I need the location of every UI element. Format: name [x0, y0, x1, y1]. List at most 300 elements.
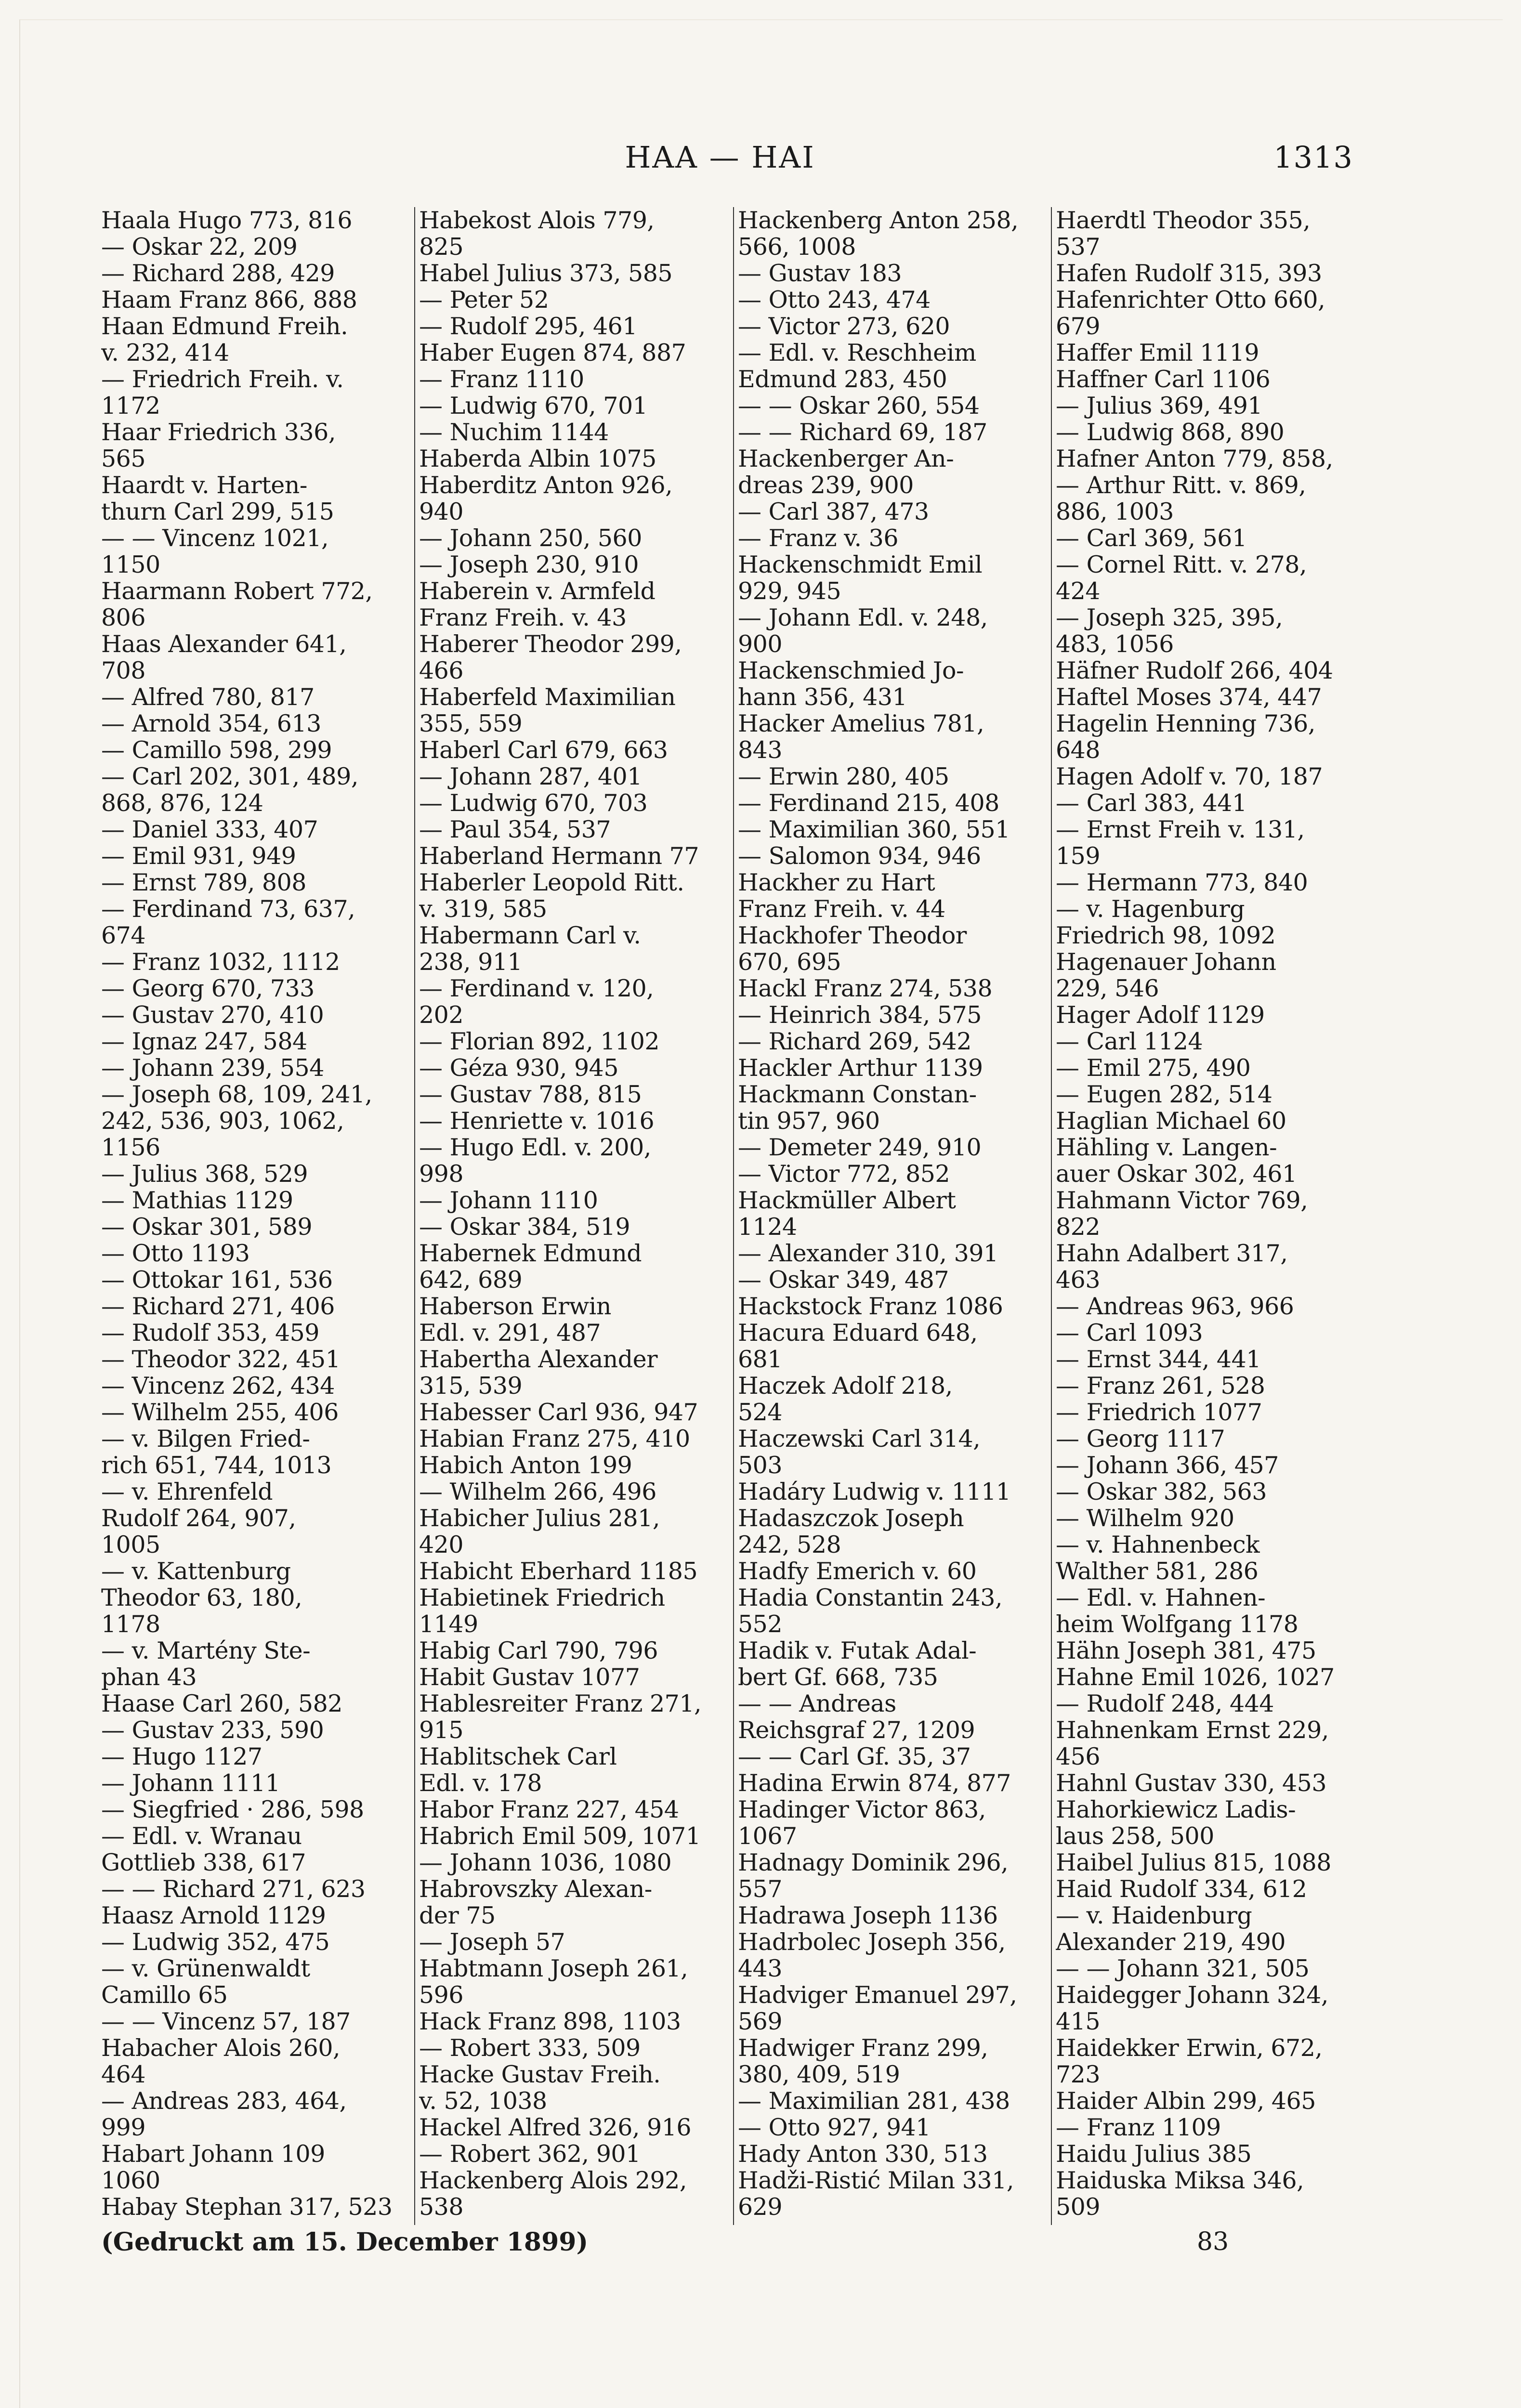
index-entry: — Erwin 280, 405: [738, 763, 949, 790]
index-entry: — Ludwig 352, 475: [101, 1928, 330, 1956]
index-entry: Habicht Eberhard 1185: [419, 1557, 698, 1585]
index-entry: Habacher Alois 260,: [101, 2034, 341, 2062]
index-entry: — Emil 275, 490: [1056, 1054, 1251, 1082]
index-entry: Hadrbolec Joseph 356,: [738, 1928, 1006, 1956]
column-divider: [414, 207, 415, 2225]
index-entry: — Edl. v. Wranau: [101, 1822, 302, 1850]
index-entry: — Demeter 249, 910: [738, 1134, 982, 1161]
index-entry: rich 651, 744, 1013: [101, 1452, 332, 1479]
index-entry: Habich Anton 199: [419, 1452, 632, 1479]
index-entry: 822: [1056, 1213, 1101, 1241]
index-entry: Haan Edmund Freih.: [101, 313, 348, 340]
index-entry: Walther 581, 286: [1056, 1557, 1259, 1585]
index-entry: Habesser Carl 936, 947: [419, 1399, 698, 1426]
index-entry: — Arthur Ritt. v. 869,: [1056, 471, 1306, 499]
index-entry: Hacke Gustav Freih.: [419, 2061, 661, 2088]
signature-mark: 83: [1197, 2227, 1229, 2256]
index-entry: 229, 546: [1056, 975, 1159, 1002]
index-entry: auer Oskar 302, 461: [1056, 1160, 1297, 1188]
index-entry: — Joseph 230, 910: [419, 551, 639, 578]
index-entry: 1178: [101, 1610, 160, 1638]
index-entry: Edl. v. 291, 487: [419, 1319, 601, 1347]
index-entry: — Ottokar 161, 536: [101, 1266, 333, 1294]
column-divider: [1051, 207, 1052, 2225]
index-entry: — Franz 1032, 1112: [101, 948, 340, 976]
index-entry: — — Oskar 260, 554: [738, 392, 980, 419]
index-entry: Haas Alexander 641,: [101, 630, 347, 658]
index-entry: — Franz 1110: [419, 366, 584, 393]
index-entry: Haase Carl 260, 582: [101, 1690, 342, 1717]
index-entry: — Hugo Edl. v. 200,: [419, 1134, 651, 1161]
index-entry: Haberfeld Maximilian: [419, 683, 676, 711]
index-entry: — Gustav 270, 410: [101, 1001, 324, 1029]
index-entry: 708: [101, 657, 146, 684]
index-entry: Hähling v. Langen-: [1056, 1134, 1277, 1161]
index-entry: — Carl 383, 441: [1056, 789, 1247, 817]
index-entry: — Ferdinand v. 120,: [419, 975, 654, 1002]
index-entry: — v. Martény Ste-: [101, 1637, 311, 1664]
index-entry: — Ignaz 247, 584: [101, 1028, 307, 1055]
print-date-note: (Gedruckt am 15. December 1899): [101, 2227, 589, 2257]
index-entry: — Carl 1124: [1056, 1028, 1203, 1055]
index-entry: Friedrich 98, 1092: [1056, 922, 1276, 949]
index-column-2: [419, 207, 727, 2225]
index-entry: — Maximilian 360, 551: [738, 816, 1010, 843]
index-entry: — Ludwig 670, 701: [419, 392, 648, 419]
index-entry: — Géza 930, 945: [419, 1054, 619, 1082]
index-entry: — Robert 362, 901: [419, 2140, 641, 2168]
index-entry: 915: [419, 1716, 464, 1744]
index-entry: Hacker Amelius 781,: [738, 710, 984, 737]
index-entry: 483, 1056: [1056, 630, 1174, 658]
index-entry: Hähn Joseph 381, 475: [1056, 1637, 1316, 1664]
index-entry: Hackenschmied Jo-: [738, 657, 964, 684]
index-entry: 596: [419, 1981, 464, 2009]
page-footer: [101, 2227, 1334, 2261]
index-entry: — Nuchim 1144: [419, 419, 609, 446]
index-entry: 648: [1056, 736, 1101, 764]
index-entry: 1156: [101, 1134, 160, 1161]
index-entry: — Ferdinand 73, 637,: [101, 895, 355, 923]
index-entry: — — Vincenz 57, 187: [101, 2008, 351, 2035]
index-entry: — v. Kattenburg: [101, 1557, 291, 1585]
index-entry: Hagelin Henning 736,: [1056, 710, 1315, 737]
index-entry: — Ernst 789, 808: [101, 869, 306, 896]
index-entry: Habay Stephan 317, 523: [101, 2193, 393, 2221]
index-entry: — v. Grünenwaldt: [101, 1955, 310, 1982]
index-entry: — Andreas 963, 966: [1056, 1293, 1294, 1320]
index-entry: 1005: [101, 1531, 160, 1558]
index-entry: — — Andreas: [738, 1690, 896, 1717]
index-entry: 806: [101, 604, 146, 631]
index-entry: — Peter 52: [419, 286, 549, 314]
index-entry: Edl. v. 178: [419, 1769, 542, 1797]
index-entry: — Johann 287, 401: [419, 763, 642, 790]
index-entry: Hadfy Emerich v. 60: [738, 1557, 977, 1585]
index-entry: 670, 695: [738, 948, 841, 976]
index-entry: 537: [1056, 233, 1101, 261]
index-entry: Theodor 63, 180,: [101, 1584, 302, 1611]
index-entry: Hadži-Ristić Milan 331,: [738, 2167, 1014, 2194]
index-entry: 238, 911: [419, 948, 523, 976]
index-entry: 940: [419, 498, 464, 525]
index-entry: — Victor 772, 852: [738, 1160, 950, 1188]
index-entry: — Hugo 1127: [101, 1743, 262, 1770]
index-entry: — Paul 354, 537: [419, 816, 611, 843]
index-entry: Hadik v. Futak Adal-: [738, 1637, 977, 1664]
index-entry: Edmund 283, 450: [738, 366, 947, 393]
index-entry: — Oskar 382, 563: [1056, 1478, 1267, 1505]
index-entry: 466: [419, 657, 464, 684]
index-entry: 1060: [101, 2167, 160, 2194]
index-entry: Hafen Rudolf 315, 393: [1056, 260, 1322, 287]
index-entry: — Joseph 325, 395,: [1056, 604, 1283, 631]
index-entry: Hahnenkam Ernst 229,: [1056, 1716, 1329, 1744]
index-entry: — Friedrich 1077: [1056, 1399, 1262, 1426]
index-entry: — Carl 369, 561: [1056, 524, 1247, 552]
index-entry: Habian Franz 275, 410: [419, 1425, 690, 1453]
index-entry: — Emil 931, 949: [101, 842, 296, 870]
index-entry: Hahne Emil 1026, 1027: [1056, 1663, 1335, 1691]
index-entry: Franz Freih. v. 44: [738, 895, 945, 923]
index-entry: — Siegfried · 286, 598: [101, 1796, 364, 1823]
index-entry: — Otto 243, 474: [738, 286, 931, 314]
index-entry: 424: [1056, 577, 1101, 605]
index-entry: 1124: [738, 1213, 797, 1241]
index-entry: Haam Franz 866, 888: [101, 286, 357, 314]
index-entry: Haerdtl Theodor 355,: [1056, 207, 1311, 234]
index-column-1: [101, 207, 409, 2225]
index-entry: 999: [101, 2114, 146, 2141]
index-entry: — Cornel Ritt. v. 278,: [1056, 551, 1307, 578]
index-entry: Habertha Alexander: [419, 1346, 658, 1373]
index-entry: 1150: [101, 551, 160, 578]
index-entry: 674: [101, 922, 146, 949]
index-entry: Haider Albin 299, 465: [1056, 2087, 1316, 2115]
index-entry: — Camillo 598, 299: [101, 736, 332, 764]
index-entry: Haftel Moses 374, 447: [1056, 683, 1322, 711]
index-entry: Habel Julius 373, 585: [419, 260, 673, 287]
index-entry: — Julius 369, 491: [1056, 392, 1263, 419]
index-entry: 464: [101, 2061, 146, 2088]
index-entry: — Victor 273, 620: [738, 313, 950, 340]
index-entry: — Mathias 1129: [101, 1187, 293, 1214]
index-entry: — Johann 239, 554: [101, 1054, 324, 1082]
index-entry: Hagen Adolf v. 70, 187: [1056, 763, 1323, 790]
index-entry: — v. Hahnenbeck: [1056, 1531, 1260, 1558]
index-entry: hann 356, 431: [738, 683, 907, 711]
index-entry: Hackenberg Anton 258,: [738, 207, 1019, 234]
index-entry: — Gustav 788, 815: [419, 1081, 642, 1108]
index-entry: Haasz Arnold 1129: [101, 1902, 326, 1929]
index-entry: — Oskar 22, 209: [101, 233, 298, 261]
index-entry: 524: [738, 1399, 783, 1426]
index-entry: Hafner Anton 779, 858,: [1056, 445, 1333, 472]
index-entry: Hackenberg Alois 292,: [419, 2167, 687, 2194]
index-entry: 538: [419, 2193, 464, 2221]
index-entry: Reichsgraf 27, 1209: [738, 1716, 975, 1744]
index-entry: Gottlieb 338, 617: [101, 1849, 306, 1876]
index-entry: Habrich Emil 509, 1071: [419, 1822, 701, 1850]
index-entry: Hafenrichter Otto 660,: [1056, 286, 1325, 314]
index-entry: Hahnl Gustav 330, 453: [1056, 1769, 1327, 1797]
index-entry: der 75: [419, 1902, 496, 1929]
index-entry: — Theodor 322, 451: [101, 1346, 341, 1373]
index-entry: Haibel Julius 815, 1088: [1056, 1849, 1331, 1876]
index-entry: Hablitschek Carl: [419, 1743, 617, 1770]
index-entry: — Johann 1111: [101, 1769, 280, 1797]
index-columns: [101, 207, 1334, 2225]
index-entry: 681: [738, 1346, 783, 1373]
index-entry: Hadnagy Dominik 296,: [738, 1849, 1009, 1876]
index-entry: Hadina Erwin 874, 877: [738, 1769, 1011, 1797]
index-entry: 1149: [419, 1610, 478, 1638]
index-entry: Haberda Albin 1075: [419, 445, 656, 472]
index-entry: Haffer Emil 1119: [1056, 339, 1259, 366]
index-entry: bert Gf. 668, 735: [738, 1663, 938, 1691]
index-entry: Hadáry Ludwig v. 1111: [738, 1478, 1011, 1505]
index-entry: Hackl Franz 274, 538: [738, 975, 993, 1002]
index-entry: — Ludwig 670, 703: [419, 789, 648, 817]
index-entry: — Julius 368, 529: [101, 1160, 308, 1188]
index-entry: Franz Freih. v. 43: [419, 604, 627, 631]
index-entry: — Carl 387, 473: [738, 498, 929, 525]
index-entry: — Richard 269, 542: [738, 1028, 971, 1055]
index-entry: — Hermann 773, 840: [1056, 869, 1308, 896]
index-entry: Hagenauer Johann: [1056, 948, 1276, 976]
index-entry: — v. Haidenburg: [1056, 1902, 1252, 1929]
index-entry: 509: [1056, 2193, 1101, 2221]
index-entry: Haiduska Miksa 346,: [1056, 2167, 1304, 2194]
index-entry: Haczek Adolf 218,: [738, 1372, 953, 1400]
index-entry: 1067: [738, 1822, 797, 1850]
index-entry: 629: [738, 2193, 783, 2221]
index-entry: 723: [1056, 2061, 1101, 2088]
index-entry: 242, 536, 903, 1062,: [101, 1107, 344, 1135]
index-entry: Hadviger Emanuel 297,: [738, 1981, 1017, 2009]
index-entry: Habit Gustav 1077: [419, 1663, 640, 1691]
index-entry: Habekost Alois 779,: [419, 207, 655, 234]
index-entry: — Ferdinand 215, 408: [738, 789, 999, 817]
index-entry: — — Carl Gf. 35, 37: [738, 1743, 971, 1770]
index-entry: — Georg 1117: [1056, 1425, 1225, 1453]
index-entry: Hackenschmidt Emil: [738, 551, 983, 578]
index-entry: Habor Franz 227, 454: [419, 1796, 679, 1823]
page-header: [101, 140, 1353, 175]
index-entry: 1172: [101, 392, 160, 419]
index-entry: 315, 539: [419, 1372, 523, 1400]
index-entry: Hackmüller Albert: [738, 1187, 956, 1214]
index-entry: Hack Franz 898, 1103: [419, 2008, 681, 2035]
index-entry: Hacura Eduard 648,: [738, 1319, 978, 1347]
index-entry: Häfner Rudolf 266, 404: [1056, 657, 1333, 684]
index-entry: Hadrawa Joseph 1136: [738, 1902, 998, 1929]
index-entry: 569: [738, 2008, 783, 2035]
index-entry: 420: [419, 1531, 464, 1558]
index-entry: 552: [738, 1610, 783, 1638]
index-entry: 679: [1056, 313, 1101, 340]
index-entry: Habicher Julius 281,: [419, 1505, 660, 1532]
index-entry: Haarmann Robert 772,: [101, 577, 373, 605]
index-entry: — Robert 333, 509: [419, 2034, 641, 2062]
index-entry: dreas 239, 900: [738, 471, 914, 499]
index-entry: 463: [1056, 1266, 1101, 1294]
index-entry: Haar Friedrich 336,: [101, 419, 336, 446]
index-entry: Hahn Adalbert 317,: [1056, 1240, 1288, 1267]
index-entry: Rudolf 264, 907,: [101, 1505, 296, 1532]
index-entry: — Joseph 57: [419, 1928, 565, 1956]
index-entry: Habtmann Joseph 261,: [419, 1955, 688, 1982]
index-entry: Hahmann Victor 769,: [1056, 1187, 1308, 1214]
index-entry: 355, 559: [419, 710, 523, 737]
index-entry: — Franz 261, 528: [1056, 1372, 1265, 1400]
index-entry: Habrovszky Alexan-: [419, 1875, 652, 1903]
index-entry: Camillo 65: [101, 1981, 228, 2009]
index-entry: Habietinek Friedrich: [419, 1584, 665, 1611]
index-entry: — Edl. v. Hahnen-: [1056, 1584, 1266, 1611]
index-entry: — Oskar 384, 519: [419, 1213, 630, 1241]
index-entry: Haberler Leopold Ritt.: [419, 869, 684, 896]
index-entry: — Johann 1110: [419, 1187, 598, 1214]
index-entry: thurn Carl 299, 515: [101, 498, 334, 525]
index-entry: Haberein v. Armfeld: [419, 577, 656, 605]
index-entry: Hady Anton 330, 513: [738, 2140, 988, 2168]
index-entry: 557: [738, 1875, 783, 1903]
index-entry: — Otto 1193: [101, 1240, 250, 1267]
index-entry: — Wilhelm 266, 496: [419, 1478, 656, 1505]
index-entry: v. 232, 414: [101, 339, 229, 366]
index-entry: — Alfred 780, 817: [101, 683, 315, 711]
index-entry: — Johann 366, 457: [1056, 1452, 1279, 1479]
index-column-4: [1056, 207, 1364, 2225]
index-entry: — Rudolf 295, 461: [419, 313, 637, 340]
index-entry: — Georg 670, 733: [101, 975, 315, 1002]
index-entry: — Salomon 934, 946: [738, 842, 981, 870]
index-entry: 566, 1008: [738, 233, 856, 261]
index-entry: Hackenberger An-: [738, 445, 954, 472]
index-entry: — Vincenz 262, 434: [101, 1372, 335, 1400]
index-entry: — Wilhelm 255, 406: [101, 1399, 339, 1426]
index-entry: 929, 945: [738, 577, 841, 605]
index-entry: — v. Ehrenfeld: [101, 1478, 273, 1505]
index-entry: — Maximilian 281, 438: [738, 2087, 1010, 2115]
index-entry: — v. Hagenburg: [1056, 895, 1245, 923]
index-entry: — Daniel 333, 407: [101, 816, 318, 843]
running-head: HAA — HAI: [625, 140, 815, 175]
index-column-3: [738, 207, 1046, 2225]
index-entry: — — Richard 271, 623: [101, 1875, 366, 1903]
index-entry: Haidegger Johann 324,: [1056, 1981, 1328, 2009]
index-entry: — Ernst 344, 441: [1056, 1346, 1261, 1373]
index-entry: 868, 876, 124: [101, 789, 263, 817]
index-entry: 380, 409, 519: [738, 2061, 900, 2088]
index-entry: — Ludwig 868, 890: [1056, 419, 1285, 446]
index-entry: Hager Adolf 1129: [1056, 1001, 1265, 1029]
index-entry: — Otto 927, 941: [738, 2114, 931, 2141]
index-entry: Hablesreiter Franz 271,: [419, 1690, 702, 1717]
index-entry: — Johann Edl. v. 248,: [738, 604, 988, 631]
index-entry: 242, 528: [738, 1531, 841, 1558]
index-entry: — Henriette v. 1016: [419, 1107, 655, 1135]
index-entry: Hackstock Franz 1086: [738, 1293, 1003, 1320]
index-entry: Hackher zu Hart: [738, 869, 935, 896]
index-entry: — Oskar 349, 487: [738, 1266, 949, 1294]
index-entry: — — Johann 321, 505: [1056, 1955, 1310, 1982]
index-entry: — v. Bilgen Fried-: [101, 1425, 310, 1453]
index-entry: Haberer Theodor 299,: [419, 630, 682, 658]
index-entry: — Oskar 301, 589: [101, 1213, 313, 1241]
index-entry: Haid Rudolf 334, 612: [1056, 1875, 1307, 1903]
index-entry: tin 957, 960: [738, 1107, 880, 1135]
index-entry: Haber Eugen 874, 887: [419, 339, 686, 366]
index-entry: phan 43: [101, 1663, 197, 1691]
page-number: 1313: [1273, 140, 1353, 175]
index-entry: — — Vincenz 1021,: [101, 524, 329, 552]
index-entry: — Carl 1093: [1056, 1319, 1203, 1347]
index-entry: 886, 1003: [1056, 498, 1174, 525]
index-entry: — Richard 271, 406: [101, 1293, 335, 1320]
index-entry: — Edl. v. Reschheim: [738, 339, 976, 366]
index-entry: Hackhofer Theodor: [738, 922, 967, 949]
index-entry: — Florian 892, 1102: [419, 1028, 660, 1055]
index-entry: — Friedrich Freih. v.: [101, 366, 344, 393]
index-entry: 159: [1056, 842, 1101, 870]
index-entry: — Ernst Freih v. 131,: [1056, 816, 1305, 843]
index-entry: Haczewski Carl 314,: [738, 1425, 981, 1453]
index-entry: heim Wolfgang 1178: [1056, 1610, 1298, 1638]
index-entry: — Richard 288, 429: [101, 260, 335, 287]
index-entry: — Joseph 68, 109, 241,: [101, 1081, 372, 1108]
index-entry: — Arnold 354, 613: [101, 710, 321, 737]
index-entry: Haglian Michael 60: [1056, 1107, 1286, 1135]
index-entry: Habermann Carl v.: [419, 922, 641, 949]
index-entry: — Johann 1036, 1080: [419, 1849, 672, 1876]
index-entry: — Rudolf 353, 459: [101, 1319, 319, 1347]
index-entry: v. 52, 1038: [419, 2087, 547, 2115]
index-entry: Hackel Alfred 326, 916: [419, 2114, 692, 2141]
column-divider: [733, 207, 734, 2225]
index-entry: 642, 689: [419, 1266, 523, 1294]
index-entry: 843: [738, 736, 783, 764]
index-entry: 456: [1056, 1743, 1101, 1770]
index-entry: — Franz v. 36: [738, 524, 899, 552]
index-entry: Haberl Carl 679, 663: [419, 736, 668, 764]
index-entry: — Andreas 283, 464,: [101, 2087, 347, 2115]
index-entry: Haardt v. Harten-: [101, 471, 307, 499]
index-entry: 565: [101, 445, 146, 472]
index-entry: — Gustav 233, 590: [101, 1716, 324, 1744]
index-entry: Habernek Edmund: [419, 1240, 642, 1267]
index-entry: Hackler Arthur 1139: [738, 1054, 983, 1082]
index-entry: 202: [419, 1001, 464, 1029]
index-entry: Hackmann Constan-: [738, 1081, 977, 1108]
index-entry: Hadaszczok Joseph: [738, 1505, 964, 1532]
index-entry: — Alexander 310, 391: [738, 1240, 998, 1267]
index-entry: — Gustav 183: [738, 260, 902, 287]
index-entry: Habig Carl 790, 796: [419, 1637, 658, 1664]
index-entry: — — Richard 69, 187: [738, 419, 987, 446]
index-entry: 998: [419, 1160, 464, 1188]
index-entry: 825: [419, 233, 464, 261]
index-entry: Haidu Julius 385: [1056, 2140, 1252, 2168]
index-entry: Haffner Carl 1106: [1056, 366, 1271, 393]
index-entry: Haala Hugo 773, 816: [101, 207, 353, 234]
index-entry: Hadinger Victor 863,: [738, 1796, 986, 1823]
index-entry: — Eugen 282, 514: [1056, 1081, 1272, 1108]
index-entry: Haberditz Anton 926,: [419, 471, 673, 499]
index-entry: 415: [1056, 2008, 1101, 2035]
index-entry: 443: [738, 1955, 783, 1982]
